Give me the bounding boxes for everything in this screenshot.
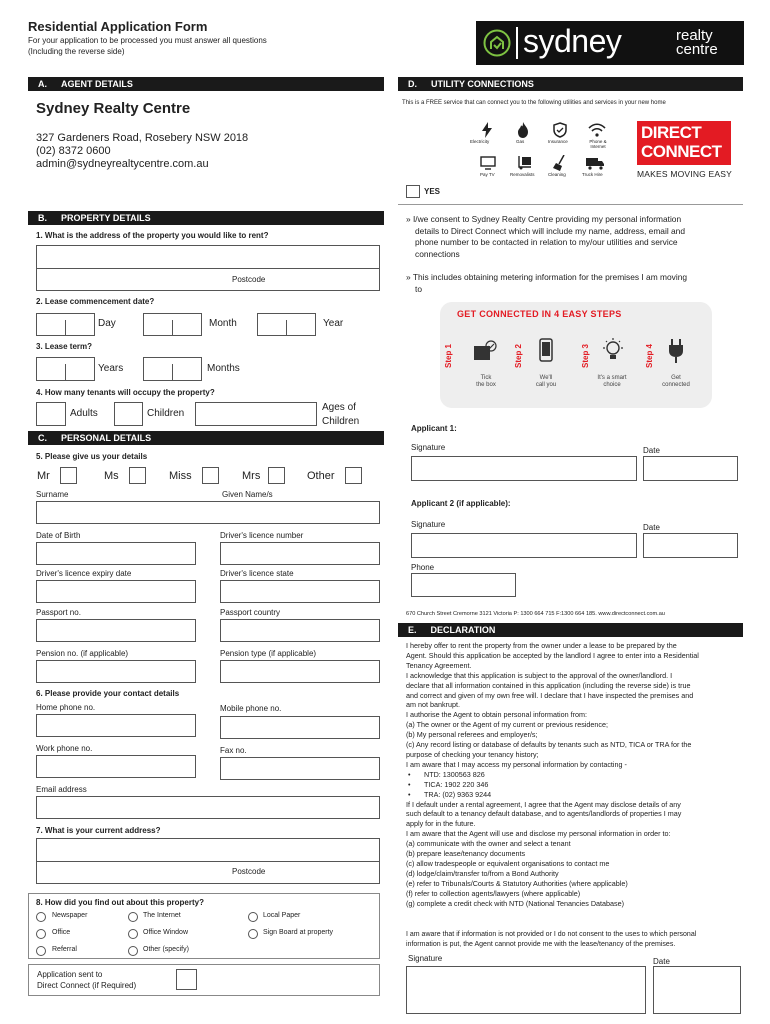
section-d-header: D. UTILITY CONNECTIONS: [398, 77, 743, 91]
consent-paragraph: » I/we consent to Sydney Realty Centre providing my personal information details to Direct Connect which will include my name, address, email and phone number to be contacted in relation to my/our utilities and service connections: [406, 214, 685, 259]
direct-connect-logo: DIRECT CONNECT: [637, 121, 731, 165]
licence-state-field[interactable]: [220, 580, 380, 603]
applicant-1-date-field[interactable]: [643, 456, 738, 481]
declaration-date-field[interactable]: [653, 966, 741, 1014]
section-b-header: B. PROPERTY DETAILS: [28, 211, 384, 225]
section-e-header: E. DECLARATION: [398, 623, 743, 637]
tick-box-icon: [472, 340, 498, 362]
children-label: Children: [147, 408, 185, 419]
applicant-2-label: Applicant 2 (if applicable):: [411, 499, 511, 508]
declaration-closing: I am aware that if information is not provided or I do not consent to the uses to which personal: [406, 931, 697, 938]
source-referral-radio[interactable]: [36, 946, 46, 956]
title-other-label: Other: [307, 470, 335, 482]
pension-number-label: Pension no. (if applicable): [36, 649, 129, 658]
months-label: Months: [207, 363, 240, 374]
title-miss-checkbox[interactable]: [202, 467, 219, 484]
house-logo-icon: [483, 29, 511, 57]
divider: [398, 204, 743, 205]
metering-paragraph: » This includes obtaining metering information for the premises I am moving to: [406, 272, 688, 294]
direct-connect-address: 670 Church Street Cremorne 3121 Victoria P: 1300 664 715 F:1300 664 185. www.directconnect.com.au: [406, 611, 665, 617]
title-other-checkbox[interactable]: [345, 467, 362, 484]
ages-label: Ages of: [322, 402, 356, 413]
licence-expiry-label: Driver's licence expiry date: [36, 569, 132, 578]
signature-label: Signature: [411, 443, 446, 452]
month-label: Month: [209, 318, 237, 329]
source-local-paper-radio[interactable]: [248, 912, 258, 922]
applicant-1-signature-field[interactable]: [411, 456, 637, 481]
source-newspaper-radio[interactable]: [36, 912, 46, 922]
plug-icon: [666, 338, 686, 364]
form-subtitle: For your application to be processed you must answer all questions: [28, 36, 267, 45]
source-label: Newspaper: [52, 912, 88, 919]
step-label: Step 2: [514, 343, 523, 368]
step-label: Step 4: [645, 343, 654, 368]
source-label: Local Paper: [263, 912, 301, 919]
day-label: Day: [98, 318, 116, 329]
question-7: 7. What is your current address?: [36, 826, 161, 835]
email-field[interactable]: [36, 796, 380, 819]
service-label: Phone & Internet: [589, 139, 607, 149]
service-label: Gas: [516, 139, 525, 144]
lease-years-field[interactable]: [36, 357, 95, 381]
direct-connect-tagline: MAKES MOVING EASY: [637, 169, 733, 179]
question-3: 3. Lease term?: [36, 342, 93, 351]
home-phone-field[interactable]: [36, 714, 196, 737]
title-mrs-label: Mrs: [242, 470, 261, 482]
email-label: Email address: [36, 785, 87, 794]
pension-type-label: Pension type (if applicable): [220, 649, 317, 658]
property-address-field[interactable]: [36, 245, 380, 291]
question-1: 1. What is the address of the property you would like to rent?: [36, 231, 269, 240]
question-4: 4. How many tenants will occupy the property?: [36, 388, 215, 397]
home-phone-label: Home phone no.: [36, 703, 96, 712]
sent-label-2: Direct Connect (if Required): [37, 981, 137, 990]
source-label: Office: [52, 929, 71, 936]
form-subtitle-2: (Including the reverse side): [28, 47, 125, 56]
passport-number-label: Passport no.: [36, 608, 81, 617]
question-5: 5. Please give us your details: [36, 452, 148, 461]
fax-label: Fax no.: [220, 746, 247, 755]
ages-label-2: Children: [322, 416, 360, 427]
gas-flame-icon: [517, 122, 529, 138]
applicant-1-label: Applicant 1:: [411, 424, 457, 433]
source-label: Other (specify): [143, 946, 189, 953]
logo-centre: centre: [676, 41, 718, 58]
sent-to-direct-connect-checkbox[interactable]: [176, 969, 197, 990]
given-names-label: Given Name/s: [222, 490, 273, 499]
service-label: Insurance: [548, 139, 568, 144]
cleaning-broom-icon: [553, 155, 567, 171]
source-sign-board-radio[interactable]: [248, 929, 258, 939]
declaration-text: I hereby offer to rent the property from the owner under a lease to be prepared by the Agent. Should this application be accepted by the landlord I agree to enter into a Residential Tenancy Agreement. I acknowledge that this application is subject to the approval of the owner/landlord. I declare that all information contained in this application (including the reverse side) is true and correct and given of my own free will. I declare that I have inspected the premises and am not bankrupt. I authorise the Agent to obtain personal information from: (a) The owner or the Agent of my current or previous residence; (b) My personal referees and employer/s; (c) Any record listing or database of defaults by tenants such as NTD, TICA or TRA for the purpose of checking your tenancy history; I am aware that I may access my personal information by contacting - • NTD: 1300563 826 • TICA: 1902 220 346 • TRA: (02) 9363 9244 If I default under a rental agreement, I agree that the Agent may disclose details of any such default to a tenancy default database, and to agents/landlords of properties I may apply for in the future. I am aware that the Agent will use and disclose my personal information in order to: (a) communicate with the owner and select a tenant (b) prepare lease/tenancy documents (c) allow tradespeople or equivalent organisations to contact me (d) lodge/claim/transfer to/from a Bond Authority (e) refer to Tribunals/Courts & Statutory Authorities (where applicable) (f) refer to collection agents/lawyers (where applicable) (g) complete a credit check with NTD (National Tenancies Database): [406, 641, 742, 908]
years-label: Years: [98, 363, 124, 374]
year-label: Year: [323, 318, 344, 329]
licence-expiry-field[interactable]: [36, 580, 196, 603]
signature-label: Signature: [411, 520, 446, 529]
electricity-icon: [481, 122, 493, 138]
passport-number-field[interactable]: [36, 619, 196, 642]
question-6: 6. Please provide your contact details: [36, 689, 180, 698]
removalist-trolley-icon: [517, 156, 533, 170]
declaration-closing-2: information is put, the Agent cannot provide me with the lease/tenancy of the premises.: [406, 941, 676, 948]
title-ms-label: Ms: [104, 470, 119, 482]
section-a-header: A. AGENT DETAILS: [28, 77, 384, 91]
application-sent-panel: [28, 964, 380, 996]
applicant-2-signature-field[interactable]: [411, 533, 637, 558]
source-label: Office Window: [143, 929, 188, 936]
source-label: Sign Board at property: [263, 929, 334, 936]
adults-label: Adults: [70, 408, 98, 419]
phone-label: Phone: [411, 563, 435, 572]
insurance-shield-icon: [553, 122, 567, 138]
agent-phone: (02) 8372 0600: [36, 145, 111, 157]
title-mr-checkbox[interactable]: [60, 467, 77, 484]
declaration-signature-field[interactable]: [406, 966, 646, 1014]
applicant-2-date-field[interactable]: [643, 533, 738, 558]
lightbulb-icon: [602, 338, 624, 364]
postcode-label: Postcode: [232, 275, 266, 284]
logo-divider: [516, 27, 518, 59]
logo-realty: realty: [676, 27, 713, 44]
step-label: Step 3: [581, 343, 590, 368]
utility-intro: This is a FREE service that can connect you to the following utilities and services in your new home: [402, 100, 666, 106]
mobile-phone-label: Mobile phone no.: [220, 704, 282, 713]
source-label: Referral: [52, 946, 77, 953]
dob-label: Date of Birth: [36, 531, 81, 540]
fax-field[interactable]: [220, 757, 380, 780]
wifi-icon: [588, 123, 606, 137]
sent-label: Application sent to: [37, 970, 103, 979]
work-phone-field[interactable]: [36, 755, 196, 778]
date-label: Date: [643, 446, 660, 455]
title-miss-label: Miss: [169, 470, 192, 482]
ages-of-children-field[interactable]: [195, 402, 317, 426]
surname-given-names-field[interactable]: [36, 501, 380, 524]
service-label: Truck Hire: [582, 172, 603, 177]
sydney-realty-logo: [476, 21, 744, 65]
tv-icon: [480, 156, 496, 170]
phone-icon: [537, 338, 555, 364]
service-label: Cleaning: [548, 172, 566, 177]
section-c-header: C. PERSONAL DETAILS: [28, 431, 384, 445]
date-label: Date: [643, 523, 660, 532]
service-label: Electricity: [470, 139, 490, 144]
source-office-window-radio[interactable]: [128, 929, 138, 939]
dob-field[interactable]: [36, 542, 196, 565]
licence-number-label: Driver's licence number: [220, 531, 304, 540]
surname-label: Surname: [36, 490, 69, 499]
lease-months-field[interactable]: [143, 357, 202, 381]
phone-field[interactable]: [411, 573, 516, 597]
question-2: 2. Lease commencement date?: [36, 297, 155, 306]
service-label: Removalists: [510, 172, 535, 177]
passport-country-label: Passport country: [220, 608, 281, 617]
title-mr-label: Mr: [37, 470, 50, 482]
current-address-field[interactable]: [36, 838, 380, 884]
pension-number-field[interactable]: [36, 660, 196, 683]
source-other-radio[interactable]: [128, 946, 138, 956]
title-ms-checkbox[interactable]: [129, 467, 146, 484]
children-field[interactable]: [114, 402, 143, 426]
truck-icon: [585, 157, 605, 170]
agent-name: Sydney Realty Centre: [36, 100, 191, 117]
source-question-panel: [28, 893, 380, 959]
source-label: The Internet: [143, 912, 181, 919]
yes-label: YES: [424, 187, 441, 196]
source-internet-radio[interactable]: [128, 912, 138, 922]
form-title: Residential Application Form: [28, 19, 208, 34]
licence-number-field[interactable]: [220, 542, 380, 565]
step-label: Step 1: [444, 343, 453, 368]
postcode-label: Postcode: [232, 867, 266, 876]
source-office-radio[interactable]: [36, 929, 46, 939]
steps-title: GET CONNECTED IN 4 EASY STEPS: [457, 309, 622, 319]
question-8: 8. How did you find out about this property?: [36, 898, 204, 907]
lease-day-field[interactable]: [36, 313, 95, 336]
steps-panel: GET CONNECTED IN 4 EASY STEPS Step 1 Tick the box Step 2 We'll call you Step 3 It's a smart choice Step 4 Get connected: [440, 302, 712, 408]
lease-month-field[interactable]: [143, 313, 202, 336]
signature-label: Signature: [408, 954, 443, 963]
passport-country-field[interactable]: [220, 619, 380, 642]
licence-state-label: Driver's licence state: [220, 569, 294, 578]
agent-address: 327 Gardeners Road, Rosebery NSW 2018: [36, 132, 249, 144]
logo-wordmark: sydney: [523, 23, 622, 59]
date-label: Date: [653, 957, 670, 966]
adults-field[interactable]: [36, 402, 66, 426]
yes-checkbox[interactable]: [406, 185, 420, 198]
work-phone-label: Work phone no.: [36, 744, 93, 753]
lease-year-field[interactable]: [257, 313, 316, 336]
pension-type-field[interactable]: [220, 660, 380, 683]
service-label: Pay TV: [480, 172, 495, 177]
agent-email: admin@sydneyrealtycentre.com.au: [36, 158, 209, 170]
mobile-phone-field[interactable]: [220, 716, 380, 739]
title-mrs-checkbox[interactable]: [268, 467, 285, 484]
